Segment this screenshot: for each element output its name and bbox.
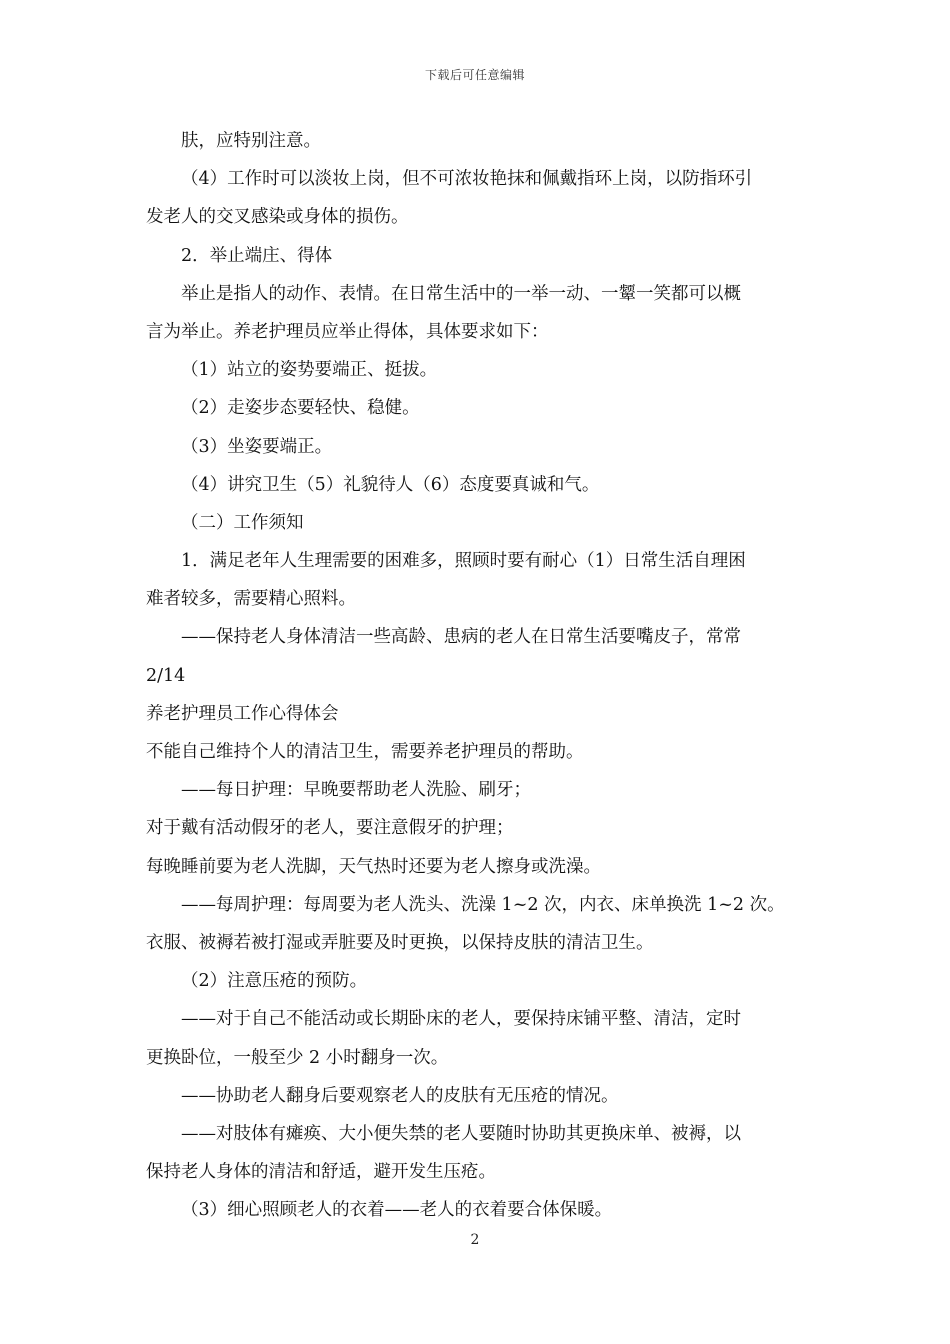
text-line-13: 难者较多，需要精心照料。 — [146, 589, 356, 610]
text-line-26: ——协助老人翻身后要观察老人的皮肤有无压疮的情况。 — [181, 1085, 619, 1106]
text-line-9: （3）坐姿要端正。 — [181, 436, 333, 457]
page-header: 下载后可任意编辑 — [424, 68, 525, 82]
text-line-24: ——对于自己不能活动或长期卧床的老人，要保持床铺平整、清洁，定时 — [181, 1009, 741, 1030]
text-line-20: 每晚睡前要为老人洗脚，天气热时还要为老人擦身或洗澡。 — [146, 856, 601, 877]
inline-document-title: 养老护理员工作心得体会 — [146, 703, 339, 724]
text-line-8: （2）走姿步态要轻快、稳健。 — [181, 398, 420, 419]
document-body — [146, 122, 824, 1229]
text-line-3: 发老人的交叉感染或身体的损伤。 — [146, 207, 409, 228]
text-line-29: （3）细心照顾老人的衣着——老人的衣着要合体保暖。 — [181, 1200, 613, 1221]
text-line-4: 2．举止端庄、得体 — [181, 245, 333, 266]
text-line-12: 1．满足老年人生理需要的困难多，照顾时要有耐心（1）日常生活自理困 — [181, 551, 746, 572]
text-line-6: 言为举止。养老护理员应举止得体，具体要求如下： — [146, 321, 549, 342]
text-line-19: 对于戴有活动假牙的老人，要注意假牙的护理； — [146, 818, 514, 839]
text-line-22: 衣服、被褥若被打湿或弄脏要及时更换，以保持皮肤的清洁卫生。 — [146, 932, 654, 953]
inline-page-marker: 2/14 — [146, 665, 186, 686]
text-line-14: ——保持老人身体清洁一些高龄、患病的老人在日常生活要嘴皮子，常常 — [181, 627, 741, 648]
text-line-1: 肤，应特别注意。 — [181, 131, 321, 151]
text-line-27: ——对肢体有瘫痪、大小便失禁的老人要随时协助其更换床单、被褥，以 — [181, 1123, 741, 1144]
text-line-23: （2）注意压疮的预防。 — [181, 971, 368, 992]
text-line-28: 保持老人身体的清洁和舒适，避开发生压疮。 — [146, 1162, 496, 1183]
text-line-25: 更换卧位，一般至少 2 小时翻身一次。 — [146, 1047, 449, 1068]
text-line-21: ——每周护理：每周要为老人洗头、洗澡 1~2 次，内衣、床单换洗 1~2 次。 — [181, 894, 785, 915]
text-line-10: （4）讲究卫生（5）礼貌待人（6）态度要真诚和气。 — [181, 474, 600, 495]
text-line-11: （二）工作须知 — [181, 512, 304, 533]
text-line-18: ——每日护理：早晚要帮助老人洗脸、刷牙； — [181, 780, 531, 801]
text-line-2: （4）工作时可以淡妆上岗，但不可浓妆艳抹和佩戴指环上岗，以防指环引 — [181, 169, 753, 190]
page-number: 2 — [470, 1232, 480, 1248]
text-line-17: 不能自己维持个人的清洁卫生，需要养老护理员的帮助。 — [146, 742, 584, 762]
text-line-7: （1）站立的姿势要端正、挺拔。 — [181, 360, 438, 381]
text-line-5: 举止是指人的动作、表情。在日常生活中的一举一动、一颦一笑都可以概 — [181, 283, 741, 304]
